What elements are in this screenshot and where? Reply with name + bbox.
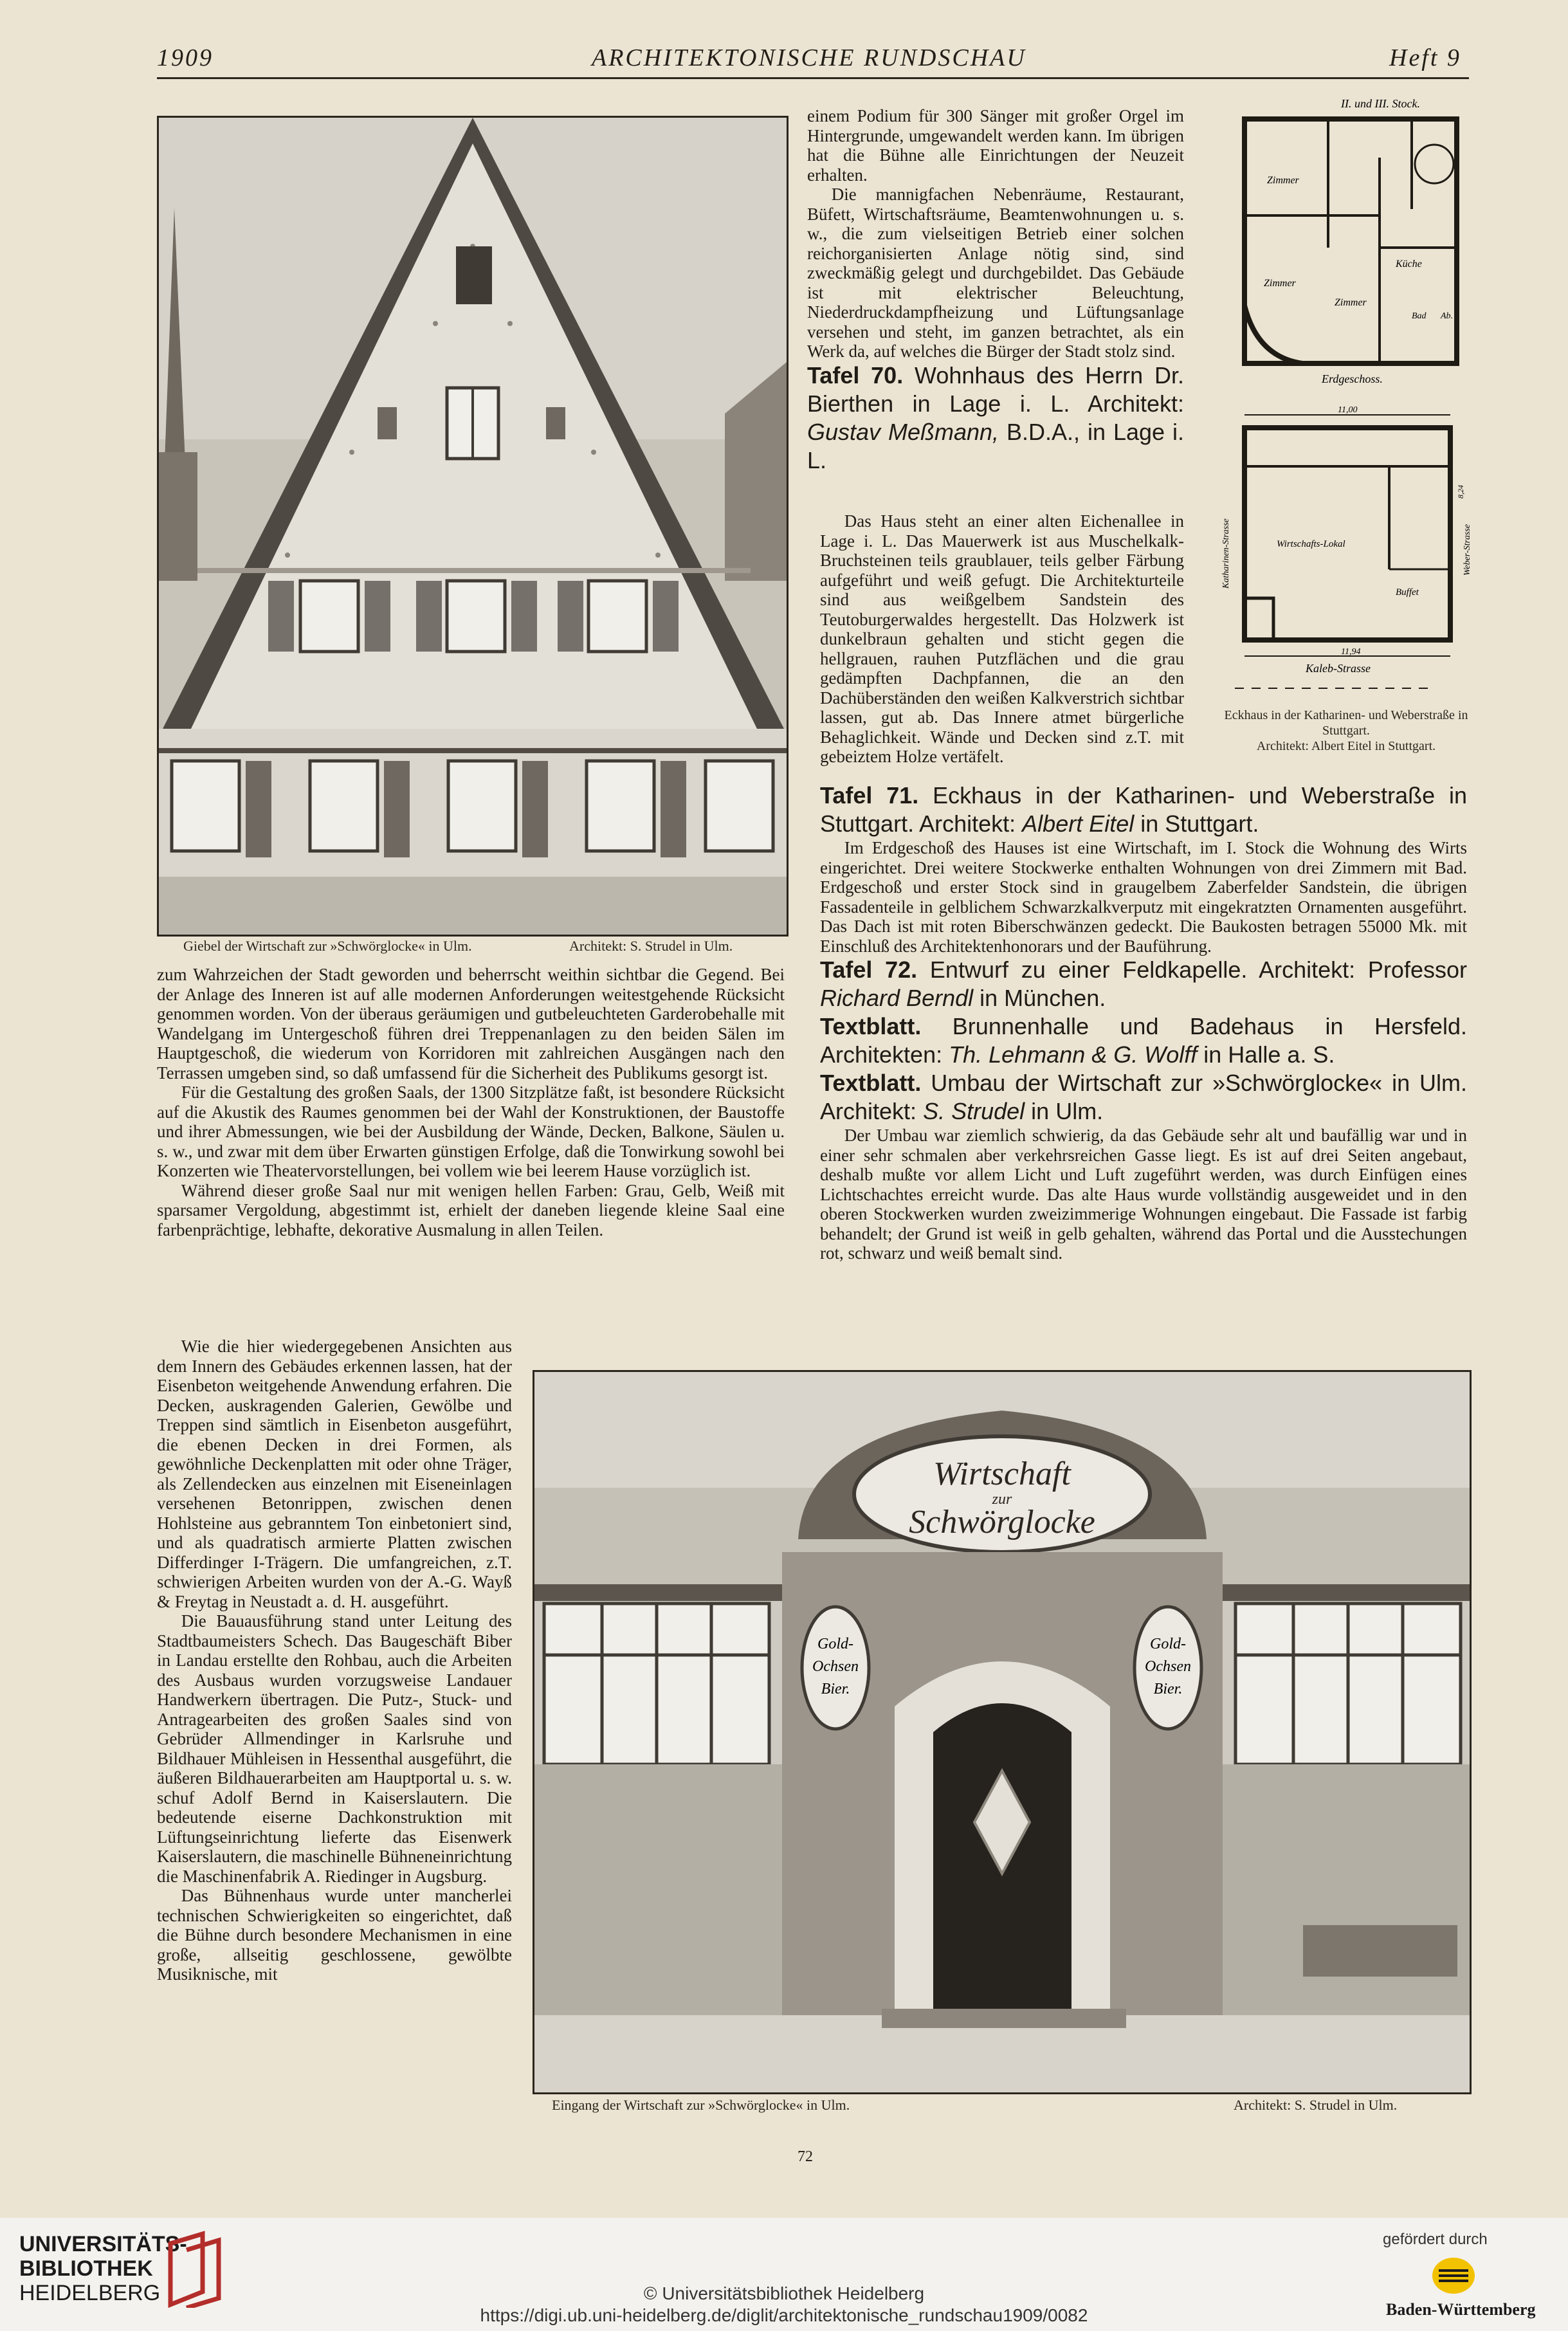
svg-text:Zimmer: Zimmer — [1267, 175, 1299, 186]
left-column-lower — [157, 1337, 512, 1984]
gable-illustration — [159, 118, 787, 935]
library-name-line1: UNIVERSITÄTS- — [19, 2232, 187, 2256]
library-name-line3: HEIDELBERG — [19, 2281, 161, 2305]
paragraph: Wie die hier wiedergegebenen Ansichten aus dem Innern des Gebäudes erkennen lassen, hat der Eisenbeton weitgehende Anwendung erfahren. Die Decken, auskragenden Galerien, Gewölbe und Treppen sind sämtlich in Eisenbeton ausgeführt, die ebenen Decken in drei Formen, als gewöhnliche Deckenplatten mit oder ohne Träger, als Zellendecken aus einzelnen mit Eiseneinlagen versehenen Betonrippen, zwischen denen Hohlsteine aus gebranntem Ton einbetoniert sind, und als quadratisch armierte Platten zwischen Differdinger I-Trägern. Die umfangreichen, z.T. schwierigen Arbeiten wurden von der A.-G. Wayß & Freytag in Neustadt a. d. H. ausgeführt. — [157, 1337, 512, 1611]
paragraph: Das Haus steht an einer alten Eichenallee in Lage i. L. Das Mauerwerk ist aus Muschelkalk-Bruchsteinen teils graublauer, teils gelber Färbung aufgeführt und weiß gefugt. Die Architekturteile sind aus weißgelbem Sandstein des Teutoburgerwaldes hergestellt. Das Holzwerk ist dunkelbraun gehalten und sticht gegen die hellgrauen, rauhen Putzflächen und die grau gedämpften Dachpfannen, die an den Dachüberständen den weißen Kalkverstrich sichtbar lassen, gut ab. Das Innere atmet bürgerliche Behaglichkeit. Wände und Decken sind z.T. mit gebeiztem Holze vertäfelt. — [820, 511, 1184, 766]
right-column-wide — [820, 782, 1467, 1263]
svg-text:Küche: Küche — [1396, 259, 1422, 270]
svg-text:Gold-: Gold- — [817, 1636, 853, 1652]
header-year: 1909 — [157, 44, 214, 71]
svg-text:Schwörglocke: Schwörglocke — [909, 1504, 1095, 1540]
svg-text:Bad: Bad — [1412, 311, 1427, 321]
svg-text:Zimmer: Zimmer — [1264, 278, 1296, 289]
library-name-line2: BIBLIOTHEK — [19, 2256, 153, 2281]
sponsor-name: Baden-Württemberg — [1386, 2300, 1536, 2319]
paragraph: Die mannigfachen Nebenräume, Restaurant, Büfett, Wirtschaftsräume, Beamtenwohnungen u. s. w., die zum vielseitigen Betrieb einer solchen reichorganisierten Anlage nötig sind, sind zweckmäßig gelegt und durchgebildet. Das Gebäude ist mit elektrischer Beleuchtung, Niederdruckdampfheizung und Lüftungsanlage versehen und steht, im ganzen betrachtet, als ein Werk da, auf welches die Bürger der Stadt stolz sind. — [807, 185, 1184, 361]
header-rule — [157, 77, 1469, 79]
svg-text:Buffet: Buffet — [1396, 587, 1419, 598]
paragraph: zum Wahrzeichen der Stadt geworden und beherrscht weithin sichtbar die Gegend. Bei der Anlage des Inneren ist auf alle modernen Anforderungen weitestgehende Rücksicht genommen worden. Von der überaus geräumigen und gutbeleuchteten Garderobehalle mit Wandelgang im Untergeschoß führen drei Treppenanlagen zu den beiden Sälen im Hauptgeschoß, die wiederum von Korridoren mit zahlreichen Ausgängen nach den Terrassen umgeben sind, so daß umfassend für die Sicherheit des Publikums gesorgt ist. — [157, 965, 785, 1083]
svg-text:Bier.: Bier. — [1153, 1681, 1183, 1697]
svg-text:11,94: 11,94 — [1341, 647, 1361, 657]
floor-plan-lower-drawing — [1209, 402, 1482, 695]
header-journal-title: ARCHITEKTONISCHE RUNDSCHAU — [592, 44, 1026, 71]
entrance-illustration — [534, 1372, 1470, 2092]
coat-of-arms-icon — [1431, 2256, 1476, 2295]
gable-caption-architect: Architekt: S. Strudel in Ulm. — [569, 938, 733, 954]
svg-text:8,24: 8,24 — [1456, 485, 1465, 498]
right-column-top — [807, 106, 1184, 475]
permalink-url[interactable]: https://digi.ub.uni-heidelberg.de/diglit/architektonische_rundschau1909/0082 — [480, 2305, 1088, 2325]
paragraph: einem Podium für 300 Sänger mit großer Orgel im Hintergrunde, umgewandelt werden kann. Im übrigen hat die Bühne alle Einrichtungen der Neuzeit erhalten. — [807, 106, 1184, 185]
paragraph: Für die Gestaltung des großen Saals, der 1300 Sitzplätze faßt, ist besondere Rücksicht auf die Akustik des Raumes genommen bei der Wahl der Konstruktionen, der Baustoffe und ihrer Abmessungen, wie bei der Ausbildung der Wände, Decken, Balkone, Säulen u. s. w., und zwar mit dem über Erwarten günstigen Erfolge, daß die Tonwirkung sowohl bei Konzerten wie Theatervorstellungen, bei vollem wie bei leerem Hause vorzüglich ist. — [157, 1083, 785, 1180]
paragraph: Während dieser große Saal nur mit wenigen hellen Farben: Grau, Gelb, Weiß mit sparsamer Vergoldung, abgestimmt ist, erhielt der daneben liegende kleine Saal eine farbenprächtige, lebhafte, dekorative Ausmalung in allen Teilen. — [157, 1180, 785, 1239]
tafel-71-heading: Tafel 71. Eckhaus in der Katharinen- und Weberstraße in Stuttgart. Architekt: Albert Eitel in Stuttgart. — [820, 782, 1467, 837]
textblatt-2-heading: Textblatt. Umbau der Wirtschaft zur »Schwörglocke« in Ulm. Architekt: S. Strudel in Ulm. — [820, 1070, 1467, 1124]
svg-text:Kaleb-Strasse: Kaleb-Strasse — [1306, 662, 1371, 675]
floor-plan-lower — [1209, 402, 1482, 695]
entrance-photo — [533, 1370, 1472, 2094]
entrance-caption-architect: Architekt: S. Strudel in Ulm. — [1234, 2097, 1398, 2113]
svg-text:Katharinen-Strasse: Katharinen-Strasse — [1221, 518, 1231, 589]
floor-plan-caption-line: Eckhaus in der Katharinen- und Weberstraße in Stuttgart. — [1224, 708, 1468, 738]
svg-text:11,00: 11,00 — [1338, 405, 1358, 415]
paragraph: Im Erdgeschoß des Hauses ist eine Wirtschaft, im I. Stock die Wohnung des Wirts eingerichtet. Drei weitere Stockwerke enthalten Wohnungen von drei Zimmern mit Bad. Erdgeschoß und erster Stock sind in graugelbem Zaberfelder Sandstein, die übrigen Fassadenteile in gelblichem Schwarzkalkverputz mit eingekratzten Ornamenten ausgeführt. Das Dach ist mit roten Biberschwänzen gedeckt. Die Baukosten betragen 55000 Mk. mit Einschluß des Architektenhonorars und der Bauführung. — [820, 838, 1467, 956]
tafel-70-heading: Tafel 70. Wohnhaus des Herrn Dr. Bierthen in Lage i. L. Architekt: Gustav Meßmann, B.D.A., in Lage i. L. — [807, 361, 1184, 473]
entrance-caption: Eingang der Wirtschaft zur »Schwörglocke« in Ulm. — [552, 2097, 850, 2113]
svg-text:Wirtschaft: Wirtschaft — [933, 1456, 1071, 1492]
gable-caption: Giebel der Wirtschaft zur »Schwörglocke« in Ulm. — [183, 938, 472, 954]
textblatt-1-heading: Textblatt. Brunnenhalle und Badehaus in Hersfeld. Architekten: Th. Lehmann & G. Wolff in Halle a. S. — [820, 1013, 1467, 1068]
svg-text:II. und III. Stock.: II. und III. Stock. — [1341, 97, 1420, 110]
svg-text:Gold-: Gold- — [1150, 1636, 1186, 1652]
sponsor-label: gefördert durch — [1383, 2231, 1488, 2248]
footer-bar — [0, 2218, 1568, 2331]
svg-text:Weber-Strasse: Weber-Strasse — [1463, 524, 1472, 576]
paragraph: Die Bauausführung stand unter Leitung des Stadtbaumeisters Schech. Das Baugeschäft Biber in Landau erstellte den Rohbau, auch die Arbeiten des Ausbaus wurden vorzugsweise Landauer Handwerkern übertragen. Die Putz-, Stuck- und Antragearbeiten des großen Saales sind von Gebrüder Allmendinger in Karlsruhe und Bildhauer Mühleisen in Hessenthal ausgeführt, die äußeren Bildhauerarbeiten am Hauptportal u. s. w. schuf Adolf Bernd in Kaiserslautern. Die bedeutende eiserne Dachkonstruktion mit Lüftungseinrichtung lieferte das Eisenwerk Kaiserslautern, die maschinelle Bühneneinrichtung die Maschinenfabrik A. Riedinger in Augsburg. — [157, 1611, 512, 1886]
svg-text:Bier.: Bier. — [821, 1681, 850, 1697]
svg-text:Ab.: Ab. — [1441, 311, 1454, 321]
svg-text:Wirtschafts-Lokal: Wirtschafts-Lokal — [1277, 539, 1345, 549]
floor-plan-upper — [1219, 93, 1476, 402]
left-column-upper — [157, 965, 785, 1239]
svg-text:Erdgeschoss.: Erdgeschoss. — [1322, 372, 1383, 385]
copyright-text: © Universitätsbibliothek Heidelberg — [643, 2283, 925, 2303]
paragraph: Der Umbau war ziemlich schwierig, da das Gebäude sehr alt und baufällig war und in einer sehr schmalen aber verkehrsreichen Gasse liegt. Es ist auf drei Seiten angebaut, deshalb mußte vor allem Licht und Luft zugeführt werden, was durch Einfügen eines Lichtschachtes erreicht wurde. Das alte Haus wurde vollständig ausgeweidet und in den oberen Stockwerken wurden zweizimmerige Wohnungen eingebaut. Die Fassade ist farbig behandelt; der Grund ist weiß in gelb gehalten, während das Portal und die Ausstechungen rot, schwarz und weiß bemalt sind. — [820, 1126, 1467, 1263]
svg-text:zur: zur — [992, 1491, 1012, 1508]
tafel-72-heading: Tafel 72. Entwurf zu einer Feldkapelle. Architekt: Professor Richard Berndl in München. — [820, 956, 1467, 1011]
floor-plan-upper-drawing — [1219, 93, 1476, 402]
floor-plan-caption-architect: Architekt: Albert Eitel in Stuttgart. — [1256, 739, 1436, 753]
paragraph: Das Bühnenhaus wurde unter mancherlei technischen Schwierigkeiten so eingerichtet, daß die Bühne durch besondere Mechanismen in eine große, allseitig geschlossene, gewölbte Musiknische, mit — [157, 1886, 512, 1984]
gable-photo — [157, 116, 789, 937]
svg-text:Ochsen: Ochsen — [812, 1658, 859, 1675]
page-number: 72 — [798, 2148, 813, 2165]
svg-text:Ochsen: Ochsen — [1145, 1658, 1191, 1675]
floor-plan-caption — [1217, 708, 1475, 754]
svg-text:Zimmer: Zimmer — [1335, 297, 1367, 308]
tafel-70-text — [820, 511, 1184, 767]
header-issue: Heft 9 — [1389, 44, 1461, 71]
